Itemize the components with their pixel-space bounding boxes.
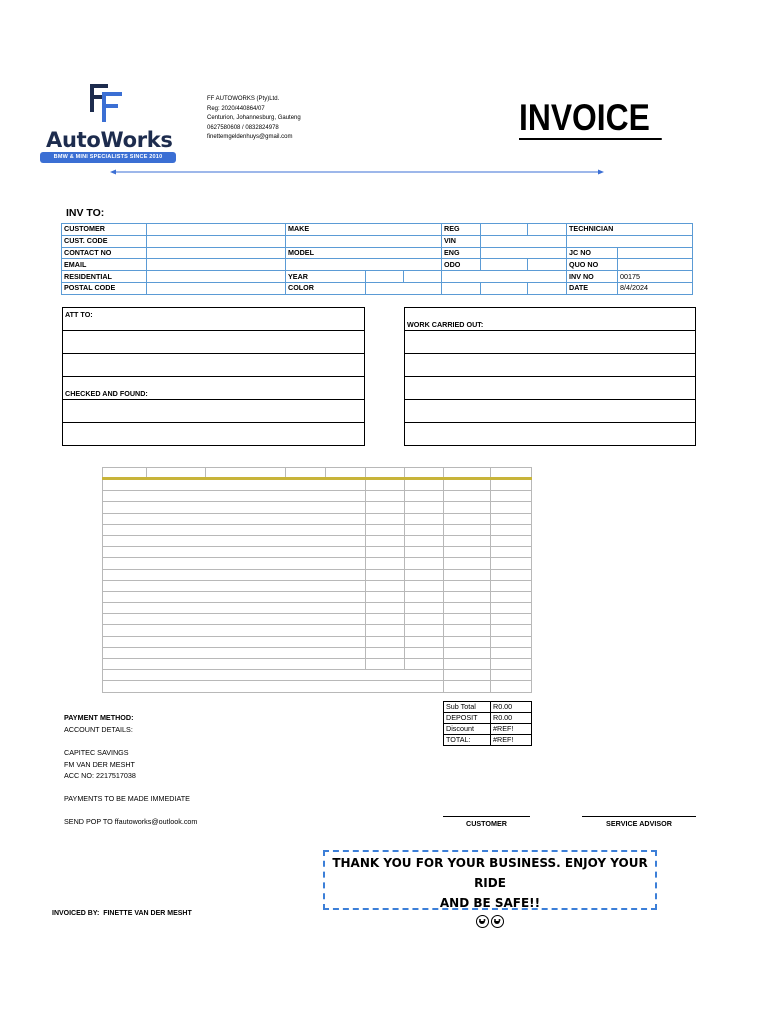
totals-table	[443, 701, 532, 746]
table-row[interactable]	[103, 569, 532, 580]
table-cell[interactable]	[405, 603, 444, 614]
table-cell[interactable]	[405, 524, 444, 535]
table-row[interactable]	[103, 502, 532, 513]
table-cell[interactable]	[366, 502, 405, 513]
table-cell[interactable]	[366, 535, 405, 546]
jc-no-value[interactable]	[618, 247, 693, 259]
table-cell[interactable]	[366, 603, 405, 614]
table-row[interactable]	[103, 659, 532, 670]
total-label: TOTAL:	[444, 735, 491, 746]
vin-label: VIN	[442, 235, 481, 247]
divider-arrow	[110, 168, 604, 176]
table-cell[interactable]	[405, 558, 444, 569]
thank-you-banner	[323, 850, 657, 910]
table-cell[interactable]	[491, 614, 532, 625]
table-cell[interactable]	[366, 569, 405, 580]
inv-no-value[interactable]: 00175	[618, 271, 693, 283]
table-cell[interactable]	[103, 513, 366, 524]
account-details-label: ACCOUNT DETAILS:	[64, 725, 133, 734]
logo-name: AutoWorks	[46, 128, 173, 152]
work-line[interactable]	[404, 330, 696, 354]
work-line[interactable]	[404, 399, 696, 423]
table-cell[interactable]	[491, 535, 532, 546]
make-label: MAKE	[286, 224, 442, 236]
table-cell[interactable]	[491, 479, 532, 491]
table-cell[interactable]	[405, 625, 444, 636]
model-label: MODEL	[286, 247, 442, 259]
smiley-icon	[491, 915, 504, 928]
table-cell[interactable]	[366, 659, 405, 670]
table-cell[interactable]	[444, 647, 491, 658]
vin-value[interactable]	[481, 235, 567, 247]
table-cell[interactable]	[444, 681, 491, 692]
table-cell[interactable]	[444, 580, 491, 591]
cust-code-label: CUST. CODE	[62, 235, 147, 247]
table-cell[interactable]	[444, 479, 491, 491]
company-reg: Reg: 2020/440864/07	[207, 105, 265, 112]
att-to-row[interactable]	[62, 307, 365, 331]
table-cell[interactable]	[366, 513, 405, 524]
company-address: Centurion, Johannesburg, Gauteng	[207, 115, 301, 122]
table-cell[interactable]	[103, 670, 444, 681]
table-row[interactable]	[103, 580, 532, 591]
work-line[interactable]	[404, 422, 696, 446]
table-cell[interactable]	[444, 502, 491, 513]
customer-label: CUSTOMER	[62, 224, 147, 236]
att-to-line[interactable]	[62, 353, 365, 377]
table-row[interactable]	[103, 547, 532, 558]
table-cell[interactable]	[366, 479, 405, 491]
make-value[interactable]	[286, 235, 442, 247]
table-cell[interactable]	[103, 580, 366, 591]
table-cell[interactable]	[405, 513, 444, 524]
table-cell[interactable]	[103, 569, 366, 580]
contact-no-value[interactable]	[147, 247, 286, 259]
table-row[interactable]	[103, 681, 532, 692]
table-cell[interactable]	[103, 636, 366, 647]
table-cell[interactable]	[444, 625, 491, 636]
table-cell[interactable]	[366, 558, 405, 569]
color-value[interactable]	[366, 282, 442, 294]
table-cell[interactable]	[405, 535, 444, 546]
table-cell[interactable]	[103, 603, 366, 614]
table-cell[interactable]	[491, 636, 532, 647]
bank-name: CAPITEC SAVINGS	[64, 748, 129, 757]
table-cell[interactable]	[103, 524, 366, 535]
year-label: YEAR	[286, 271, 366, 283]
table-cell[interactable]	[405, 636, 444, 647]
invoice-title: INVOICE	[519, 98, 662, 140]
email-value[interactable]	[147, 259, 286, 271]
send-pop-note: SEND POP TO ffautoworks@outlook.com	[64, 817, 198, 826]
customer-value[interactable]	[147, 224, 286, 236]
table-cell[interactable]	[366, 524, 405, 535]
service-advisor-signature[interactable]: SERVICE ADVISOR	[582, 816, 696, 828]
table-cell[interactable]	[491, 659, 532, 670]
table-row[interactable]	[103, 513, 532, 524]
email-label: EMAIL	[62, 259, 147, 271]
table-cell[interactable]	[405, 569, 444, 580]
eng-label: ENG	[442, 247, 481, 259]
table-row[interactable]	[103, 558, 532, 569]
table-cell[interactable]	[491, 681, 532, 692]
customer-vehicle-info	[61, 223, 693, 295]
checked-found-row[interactable]	[62, 376, 365, 400]
table-cell[interactable]	[366, 647, 405, 658]
table-cell[interactable]	[103, 659, 366, 670]
table-cell[interactable]	[444, 569, 491, 580]
work-line[interactable]	[404, 353, 696, 377]
table-cell[interactable]	[444, 591, 491, 602]
table-header-cell	[491, 468, 532, 479]
table-header-cell	[206, 468, 286, 479]
table-row[interactable]	[103, 647, 532, 658]
table-row[interactable]	[103, 625, 532, 636]
thank-you-line2: AND BE SAFE!!	[439, 896, 541, 910]
table-cell[interactable]	[103, 502, 366, 513]
table-header-cell	[286, 468, 326, 479]
inv-no-label: INV NO	[567, 271, 618, 283]
smiley-icon	[476, 915, 489, 928]
technician-value[interactable]	[567, 235, 693, 247]
att-to-box	[62, 307, 365, 446]
table-cell[interactable]	[103, 547, 366, 558]
table-cell[interactable]	[491, 491, 532, 502]
table-cell[interactable]	[444, 636, 491, 647]
color-label: COLOR	[286, 282, 366, 294]
table-cell[interactable]	[366, 580, 405, 591]
table-row[interactable]	[103, 479, 532, 491]
table-header-cell	[147, 468, 206, 479]
technician-label: TECHNICIAN	[567, 224, 693, 236]
table-cell[interactable]	[444, 491, 491, 502]
model-value[interactable]	[286, 259, 442, 271]
contact-no-label: CONTACT NO	[62, 247, 147, 259]
table-cell[interactable]	[491, 524, 532, 535]
payment-method-label: PAYMENT METHOD:	[64, 713, 134, 722]
table-row[interactable]	[103, 524, 532, 535]
discount-value[interactable]: #REF!	[491, 724, 532, 735]
quo-no-label: QUO NO	[567, 259, 618, 271]
table-cell[interactable]	[405, 614, 444, 625]
year-value[interactable]	[366, 271, 404, 283]
table-row[interactable]	[103, 670, 532, 681]
table-header-cell	[444, 468, 491, 479]
checked-found-line[interactable]	[62, 422, 365, 446]
account-holder: FM VAN DER MESHT	[64, 760, 135, 769]
table-cell[interactable]	[103, 479, 366, 491]
logo-tagline: BMW & MINI SPECIALISTS SINCE 2010	[40, 152, 176, 163]
work-row[interactable]	[404, 307, 696, 331]
table-header-cell	[366, 468, 405, 479]
table-cell[interactable]	[491, 591, 532, 602]
residential-value[interactable]	[147, 271, 286, 283]
table-cell[interactable]	[366, 591, 405, 602]
company-logo	[38, 82, 178, 166]
att-to-label: ATT TO:	[65, 310, 93, 319]
table-cell[interactable]	[405, 502, 444, 513]
deposit-label: DEPOSIT	[444, 713, 491, 724]
table-row[interactable]	[103, 491, 532, 502]
company-info	[207, 95, 301, 143]
account-number: ACC NO: 2217517038	[64, 771, 136, 780]
postal-code-value[interactable]	[147, 282, 286, 294]
table-cell[interactable]	[366, 636, 405, 647]
discount-label: Discount	[444, 724, 491, 735]
table-cell[interactable]	[491, 502, 532, 513]
table-cell[interactable]	[103, 535, 366, 546]
thank-you-line1: THANK YOU FOR YOUR BUSINESS. ENJOY YOUR RIDE	[332, 856, 648, 890]
odo-label: ODO	[442, 259, 481, 271]
checked-found-label: CHECKED AND FOUND:	[65, 389, 148, 398]
table-cell[interactable]	[405, 591, 444, 602]
reg-value[interactable]	[481, 224, 528, 236]
table-cell[interactable]	[103, 491, 366, 502]
table-cell[interactable]	[103, 591, 366, 602]
table-cell[interactable]	[444, 513, 491, 524]
table-cell[interactable]	[405, 580, 444, 591]
company-email: finettemgeldenhuys@gmail.com	[207, 134, 293, 141]
table-cell[interactable]	[405, 491, 444, 502]
company-phones: 0627580608 / 0832824978	[207, 124, 279, 131]
eng-value[interactable]	[481, 247, 567, 259]
table-cell[interactable]	[103, 614, 366, 625]
reg-label: REG	[442, 224, 481, 236]
table-cell[interactable]	[366, 614, 405, 625]
odo-value[interactable]	[481, 259, 528, 271]
table-row[interactable]	[103, 636, 532, 647]
table-row[interactable]	[103, 535, 532, 546]
table-cell[interactable]	[491, 603, 532, 614]
table-cell[interactable]	[444, 524, 491, 535]
table-row[interactable]	[103, 603, 532, 614]
table-cell[interactable]	[491, 625, 532, 636]
table-cell[interactable]	[444, 547, 491, 558]
table-cell[interactable]	[491, 569, 532, 580]
work-carried-out-label: WORK CARRIED OUT:	[407, 320, 484, 329]
line-items-table	[102, 467, 532, 693]
invoiced-by: INVOICED BY: FINETTE VAN DER MESHT	[52, 910, 192, 917]
table-cell[interactable]	[103, 647, 366, 658]
table-header-cell	[103, 468, 147, 479]
payment-terms: PAYMENTS TO BE MADE IMMEDIATE	[64, 794, 190, 803]
table-cell[interactable]	[444, 603, 491, 614]
table-cell[interactable]	[405, 547, 444, 558]
table-row[interactable]	[103, 614, 532, 625]
deposit-value[interactable]: R0.00	[491, 713, 532, 724]
table-row[interactable]	[103, 591, 532, 602]
inv-to-label: INV TO:	[66, 207, 105, 219]
date-value[interactable]: 8/4/2024	[618, 282, 693, 294]
items-header-row	[103, 468, 532, 479]
table-cell[interactable]	[444, 535, 491, 546]
table-cell[interactable]	[405, 659, 444, 670]
table-cell[interactable]	[366, 547, 405, 558]
table-cell[interactable]	[103, 681, 444, 692]
table-cell[interactable]	[444, 659, 491, 670]
table-cell[interactable]	[491, 558, 532, 569]
table-cell[interactable]	[491, 580, 532, 591]
residential-label: RESIDENTIAL	[62, 271, 147, 283]
work-line[interactable]	[404, 376, 696, 400]
table-cell[interactable]	[491, 513, 532, 524]
date-label: DATE	[567, 282, 618, 294]
table-cell[interactable]	[444, 614, 491, 625]
company-name: FF AUTOWORKS (Pty)Ltd.	[207, 96, 280, 102]
quo-no-value[interactable]	[618, 259, 693, 271]
customer-signature[interactable]: CUSTOMER	[443, 816, 530, 828]
table-cell[interactable]	[405, 647, 444, 658]
table-cell[interactable]	[103, 558, 366, 569]
cust-code-value[interactable]	[147, 235, 286, 247]
subtotal-value: R0.00	[491, 702, 532, 713]
table-cell[interactable]	[491, 647, 532, 658]
table-header-cell	[326, 468, 366, 479]
table-cell[interactable]	[444, 558, 491, 569]
subtotal-label: Sub Total	[444, 702, 491, 713]
table-cell[interactable]	[405, 479, 444, 491]
table-cell[interactable]	[491, 547, 532, 558]
postal-code-label: POSTAL CODE	[62, 282, 147, 294]
att-to-line[interactable]	[62, 330, 365, 354]
table-cell[interactable]	[366, 625, 405, 636]
ff-logo-icon	[90, 82, 124, 128]
work-carried-out-box	[404, 307, 696, 446]
table-header-cell	[405, 468, 444, 479]
table-cell[interactable]	[103, 625, 366, 636]
jc-no-label: JC NO	[567, 247, 618, 259]
table-cell[interactable]	[444, 670, 491, 681]
total-value: #REF!	[491, 735, 532, 746]
checked-found-line[interactable]	[62, 399, 365, 423]
table-cell[interactable]	[366, 491, 405, 502]
table-cell[interactable]	[491, 670, 532, 681]
